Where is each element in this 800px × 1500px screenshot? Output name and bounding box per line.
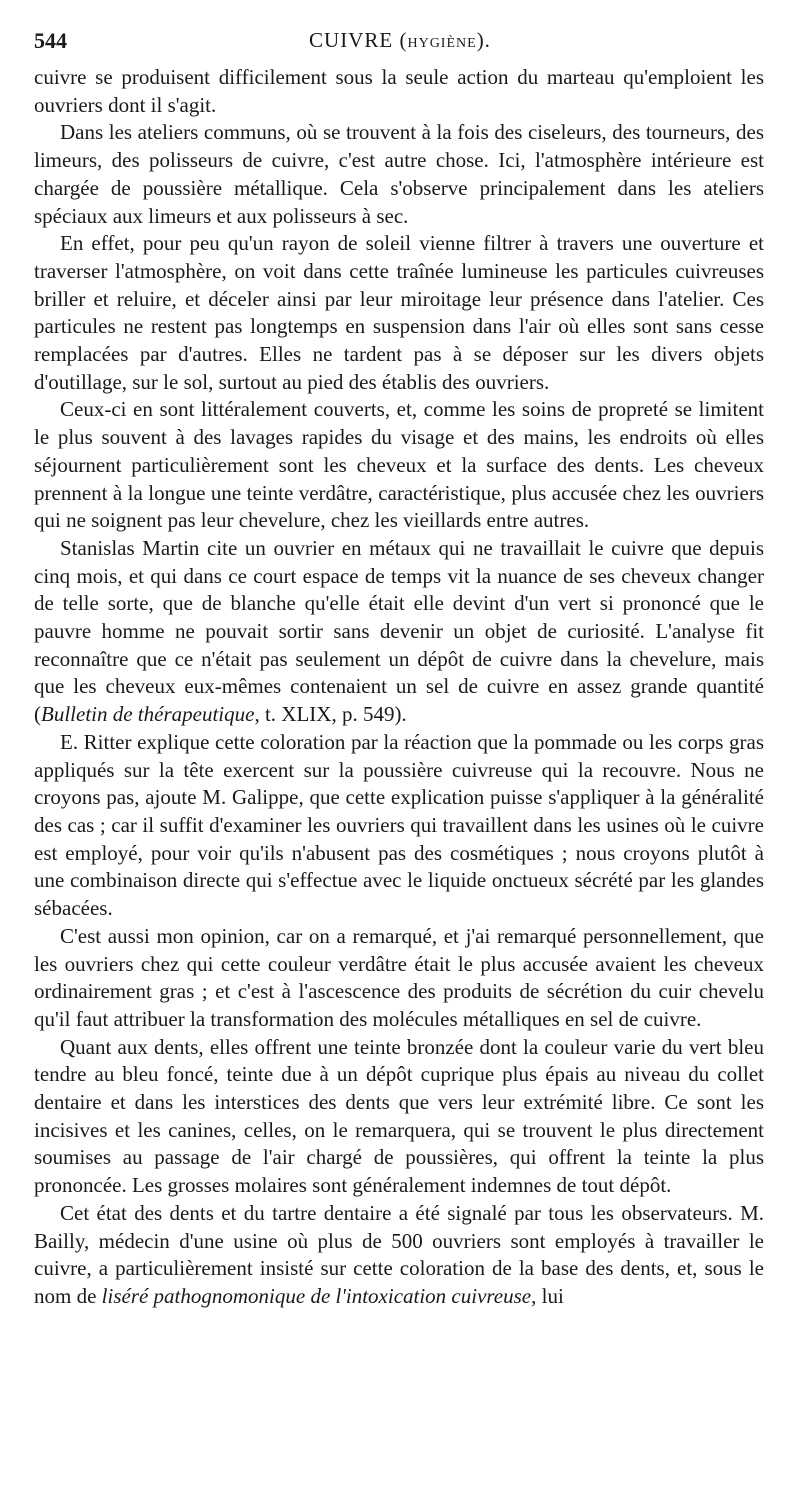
text-run: Cet état des dents et du tartre dentaire a été signalé par tous les observateurs. M. Bailly, médecin d'une usine où plus de 500 ouvriers sont employés à travailler le cuivre, a particulièrement insisté sur cette coloration de la base des dents, et, sous le nom de (34, 1200, 764, 1308)
emphasis-italic: liséré pathognomonique de l'intoxication cuivreuse (101, 1283, 532, 1308)
running-title-close: ). (476, 28, 491, 52)
paragraph-dents: Quant aux dents, elles offrent une teinte bronzée dont la couleur varie du vert bleu tendre au bleu foncé, teinte due à un dépôt cuprique plus épais au niveau du collet dentaire et dans les interstices des dents que vers leur extrémité libre. Ce sont les incisives et les canines, celles, on le remarquera, qui se trouvent le plus directement soumises au passage de l'air chargé de poussières, qui offrent la teinte la plus prononcée. Les grosses molaires sont généralement indemnes de tout dépôt. (34, 1034, 764, 1198)
running-title-sub: HYGIÈNE (407, 36, 477, 51)
paragraph-rayon-soleil: En effet, pour peu qu'un rayon de soleil vienne filtrer à travers une ouverture et traverser l'atmosphère, on voit dans cette traînée lumineuse les particules cuivreuses briller et reluire, et déceler ainsi par leur miroitage leur présence dans l'atelier. Ces particules ne restent pas longtemps en suspension dans l'air où elles sont sans cesse remplacées par d'autres. Elles ne tardent pas à se déposer sur les divers objets d'outillage, sur le sol, surtout au pied des établis des ouvriers. (34, 231, 764, 394)
page-header (34, 28, 766, 64)
paragraph-stanislas-martin (34, 535, 764, 729)
paragraph-opinion: C'est aussi mon opinion, car on a remarqué, et j'ai remarqué personnellement, que les ouvriers chez qui cette couleur verdâtre était le plus accusée avaient les cheveux ordinairement gras ; et c'est à l'ascescence des produits de sécrétion du cuir chevelu qu'il faut attribuer la transformation des molécules métalliques en sel de cuivre. (34, 923, 764, 1031)
body-text (34, 64, 764, 1311)
text-run: , lui (531, 1283, 564, 1308)
citation-italic: Bulletin de thérapeutique (41, 702, 255, 727)
paragraph-continued: cuivre se produisent difficilement sous la seule action du marteau qu'emploient les ouvriers dont il s'agit. (34, 65, 764, 117)
page-number: 544 (34, 28, 67, 53)
paragraph-bailly (34, 1200, 764, 1311)
running-title-open: ( (393, 28, 408, 52)
paragraph-ritter: E. Ritter explique cette coloration par la réaction que la pommade ou les corps gras appliqués sur la tête exercent sur la poussière cuivreuse qui la recouvre. Nous ne croyons pas, ajoute M. Galippe, que cette explication puisse s'appliquer à la généralité des cas ; car il suffit d'examiner les ouvriers qui travaillent dans les usines où le cuivre est employé, pour voir qu'ils n'abusent pas des cosmétiques ; nous croyons plutôt à une combinaison directe qui s'effectue avec le liquide onctueux sécrété par les glandes sébacées. (34, 729, 764, 921)
paragraph-cheveux: Ceux-ci en sont littéralement couverts, et, comme les soins de propreté se limitent le plus souvent à des lavages rapides du visage et des mains, les endroits où elles séjournent particulièrement sont les cheveux et la surface des dents. Les cheveux prennent à la longue une teinte verdâtre, caractéristique, plus accusée chez les ouvriers qui ne soignent pas leur chevelure, chez les vieillards entre autres. (34, 397, 764, 533)
text-run: , t. XLIX, p. 549). (254, 702, 407, 727)
running-title-main: CUIVRE (309, 28, 394, 52)
running-title (34, 28, 766, 53)
text-run: Stanislas Martin cite un ouvrier en métaux qui ne travaillait le cuivre que depuis cinq mois, et qui dans ce court espace de temps vit la nuance de ses cheveux changer de telle sorte, que de blanche qu'elle était elle devint d'un vert si prononcé que le pauvre homme ne pouvait sortir sans devenir un objet de curiosité. L'analyse fit reconnaître que ce n'était pas seulement un dépôt de cuivre dans la chevelure, mais que les cheveux eux-mêmes contenaient un sel de cuivre en assez grande quantité ( (34, 535, 764, 727)
paragraph-ateliers: Dans les ateliers communs, où se trouvent à la fois des ciseleurs, des tourneurs, des limeurs, des polisseurs de cuivre, c'est autre chose. Ici, l'atmosphère intérieure est chargée de poussière métallique. Cela s'observe principalement dans les ateliers spéciaux aux limeurs et aux polisseurs à sec. (34, 120, 764, 228)
